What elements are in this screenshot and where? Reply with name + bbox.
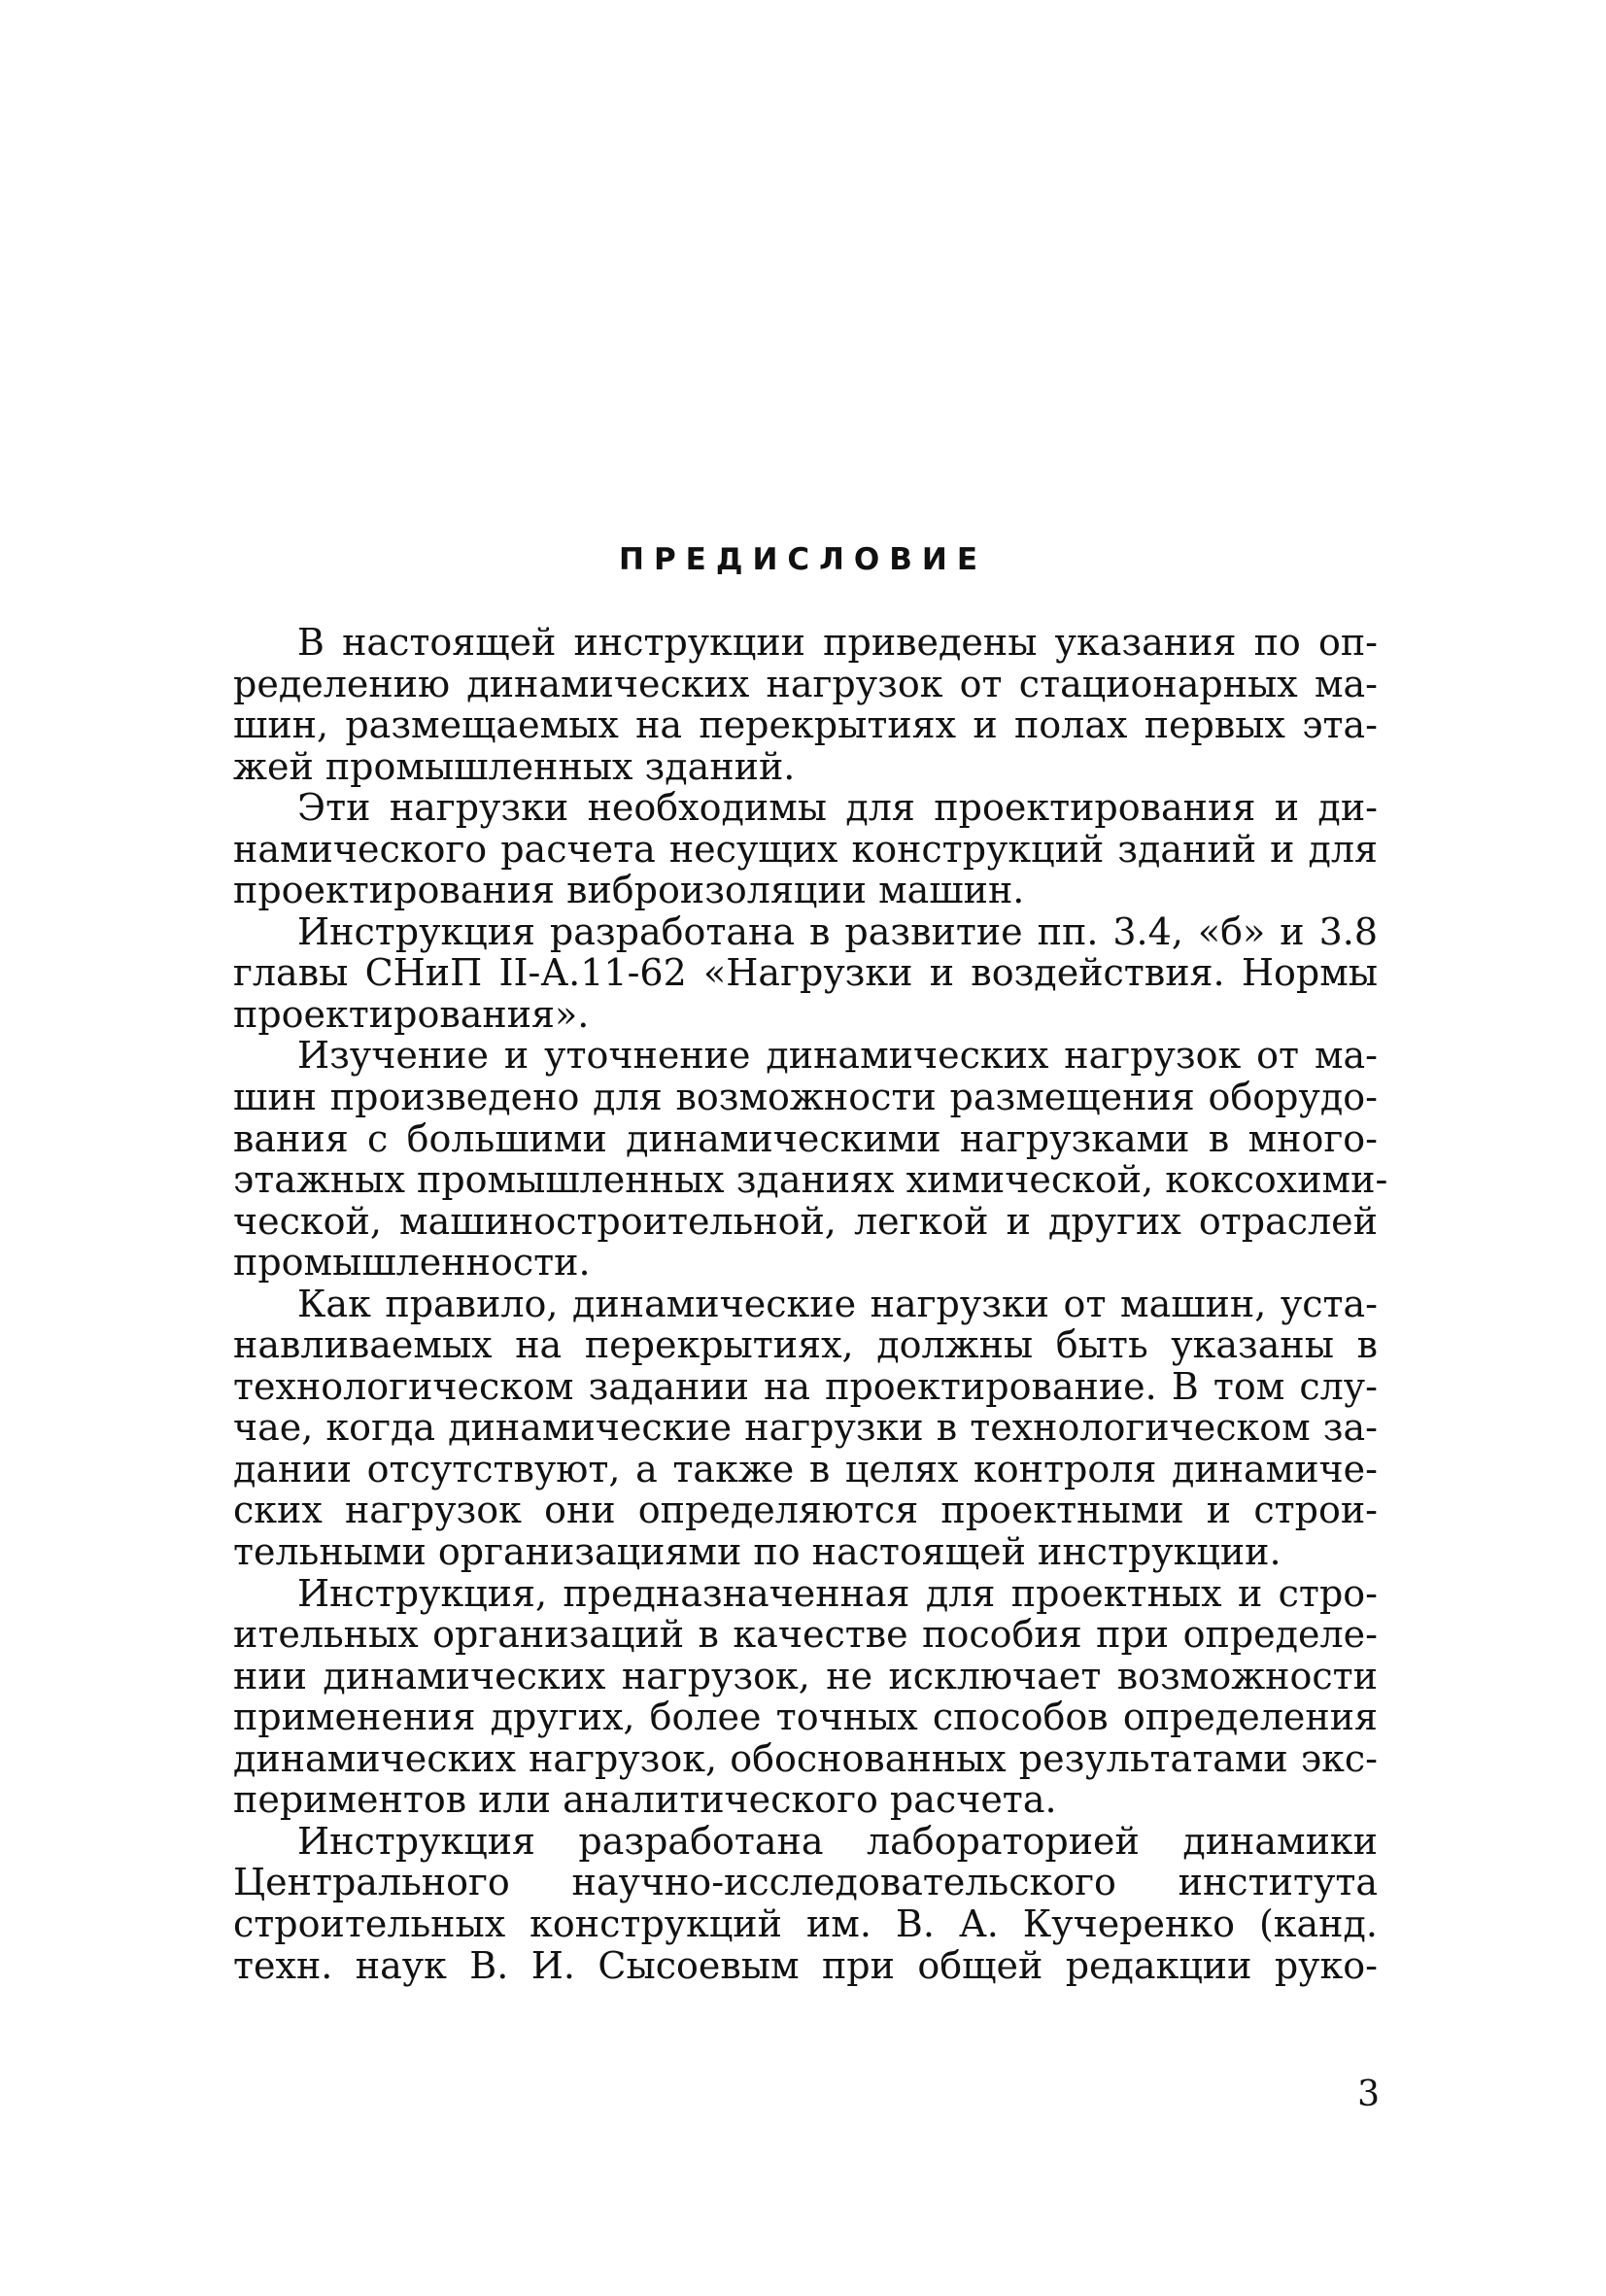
text-line: Инструкция разработана в развитие пп. 3.4, «б» и 3.8 xyxy=(297,909,1378,953)
text-line: Как правило, динамические нагрузки от машин, уста- xyxy=(297,1282,1378,1325)
page-title: ПРЕДИСЛОВИЕ xyxy=(619,542,987,577)
text-line: строительных конструкций им. В. А. Кучеренко (канд. xyxy=(233,1902,1378,1945)
text-line: проектирования виброизоляции машин. xyxy=(233,869,1025,912)
page-number: 3 xyxy=(1357,2074,1380,2114)
text-line: проектирования». xyxy=(233,992,590,1036)
text-line: техн. наук В. И. Сысоевым при общей редакции руко- xyxy=(233,1943,1378,1987)
body-text xyxy=(233,621,1388,1987)
text-line: Инструкция, предназначенная для проектных и стро- xyxy=(297,1571,1378,1615)
text-line: вания с большими динамическими нагрузками в много- xyxy=(233,1116,1378,1160)
text-line: ческой, машиностроительной, легкой и других отраслей xyxy=(233,1199,1378,1243)
text-line: этажных промышленных зданиях химической, коксохими- xyxy=(233,1158,1388,1202)
text-line: Изучение и уточнение динамических нагрузок от ма- xyxy=(297,1034,1378,1078)
text-line: динамических нагрузок, обоснованных результатами экс- xyxy=(233,1736,1378,1780)
text-line: шин произведено для возможности размещения оборудо- xyxy=(233,1076,1378,1119)
text-line: ределению динамических нагрузок от стационарных ма- xyxy=(233,662,1378,705)
text-line: главы СНиП II-А.11-62 «Нагрузки и воздействия. Нормы xyxy=(233,951,1378,995)
text-line: шин, размещаемых на перекрытиях и полах первых эта- xyxy=(233,703,1378,747)
text-line: тельными организациями по настоящей инструкции. xyxy=(233,1530,1281,1574)
text-line: дании отсутствуют, а также в целях контроля динамиче- xyxy=(233,1447,1378,1491)
text-line: нии динамических нагрузок, не исключает возможности xyxy=(233,1654,1378,1697)
text-line: технологическом задании на проектирование. В том слу- xyxy=(233,1364,1378,1408)
text-line: Инструкция разработана лабораторией динамики xyxy=(297,1819,1378,1863)
text-line: периментов или аналитического расчета. xyxy=(233,1778,1057,1822)
text-line: навливаемых на перекрытиях, должны быть указаны в xyxy=(233,1323,1378,1367)
text-line: Эти нагрузки необходимы для проектирования и ди- xyxy=(297,786,1378,830)
text-line: промышленности. xyxy=(233,1241,591,1285)
text-line: ительных организаций в качестве пособия при определе- xyxy=(233,1613,1378,1657)
text-line: Центрального научно-исследовательского института xyxy=(233,1861,1378,1904)
text-line: жей промышленных зданий. xyxy=(233,744,796,788)
text-line: применения других, более точных способов определения xyxy=(233,1696,1378,1739)
text-line: ских нагрузок они определяются проектными и строи- xyxy=(233,1489,1378,1532)
text-line: чае, когда динамические нагрузки в технологическом за- xyxy=(233,1406,1378,1450)
text-line: В настоящей инструкции приведены указания по оп- xyxy=(297,621,1378,664)
text-line: намического расчета несущих конструкций зданий и для xyxy=(233,827,1378,871)
